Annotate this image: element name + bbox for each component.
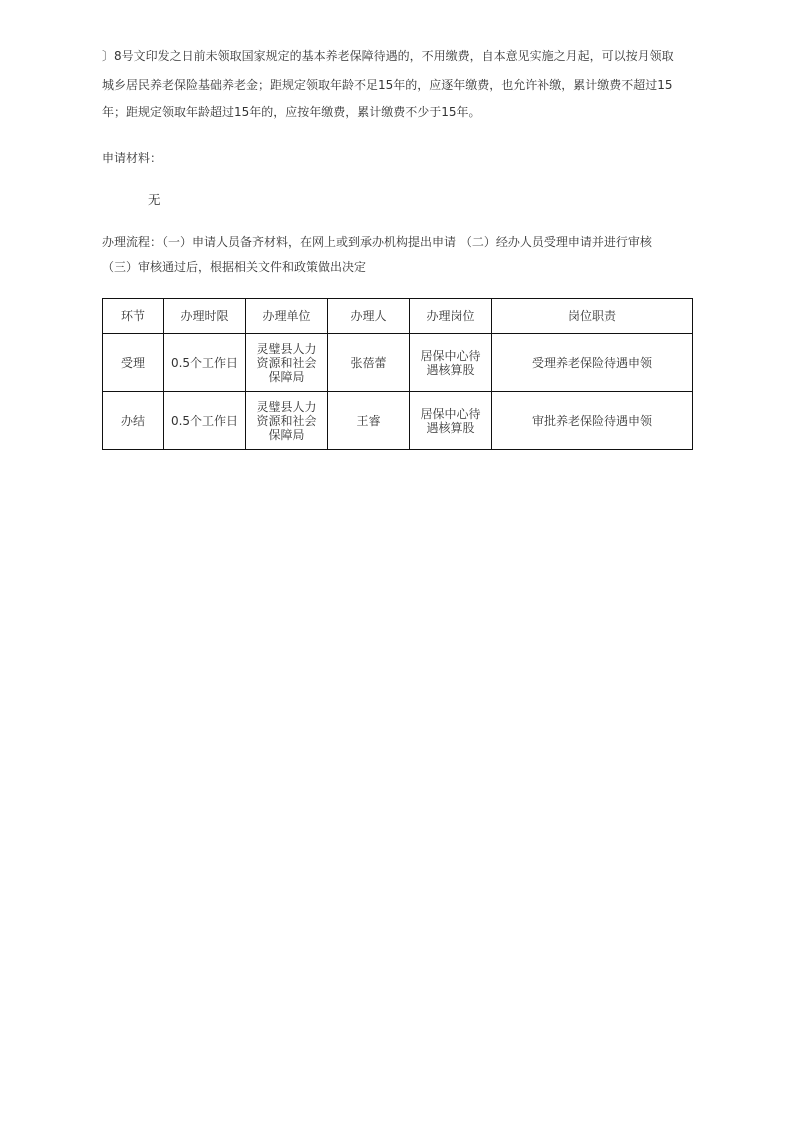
header-time-limit: 办理时限 (164, 299, 246, 334)
materials-label: 申请材料： (102, 151, 163, 165)
process-line-2: （三）审核通过后，根据相关文件和政策做出决定 (102, 260, 367, 274)
process-line-1: 办理流程：（一）申请人员备齐材料，在网上或到承办机构提出申请 （二）经办人员受理申请并进行审核 (102, 235, 652, 249)
cell-time-limit: 0.5个工作日 (164, 392, 246, 450)
cell-post: 居保中心待遇核算股 (410, 334, 492, 392)
policy-paragraph-line-3: 年；距规定领取年龄超过15年的，应按年缴费，累计缴费不少于15年。 (102, 105, 481, 119)
header-duty: 岗位职责 (492, 299, 693, 334)
cell-post: 居保中心待遇核算股 (410, 392, 492, 450)
process-table (102, 298, 693, 450)
header-handler: 办理人 (328, 299, 410, 334)
materials-value: 无 (148, 192, 161, 207)
header-post: 办理岗位 (410, 299, 492, 334)
header-unit: 办理单位 (246, 299, 328, 334)
table-header-row (103, 299, 693, 334)
cell-time-limit: 0.5个工作日 (164, 334, 246, 392)
cell-duty: 审批养老保险待遇申领 (492, 392, 693, 450)
cell-unit: 灵璧县人力资源和社会保障局 (246, 392, 328, 450)
cell-handler: 王睿 (328, 392, 410, 450)
policy-paragraph-line-2: 城乡居民养老保险基础养老金；距规定领取年龄不足15年的，应逐年缴费，也允许补缴，累计缴费不超过15 (102, 78, 673, 92)
table-row (103, 392, 693, 450)
header-stage: 环节 (103, 299, 164, 334)
table-row (103, 334, 693, 392)
cell-stage: 办结 (103, 392, 164, 450)
cell-stage: 受理 (103, 334, 164, 392)
policy-paragraph-line-1: 〕8号文印发之日前未领取国家规定的基本养老保障待遇的，不用缴费，自本意见实施之月起，可以按月领取 (102, 49, 674, 63)
cell-duty: 受理养老保险待遇申领 (492, 334, 693, 392)
cell-handler: 张蓓蕾 (328, 334, 410, 392)
cell-unit: 灵璧县人力资源和社会保障局 (246, 334, 328, 392)
